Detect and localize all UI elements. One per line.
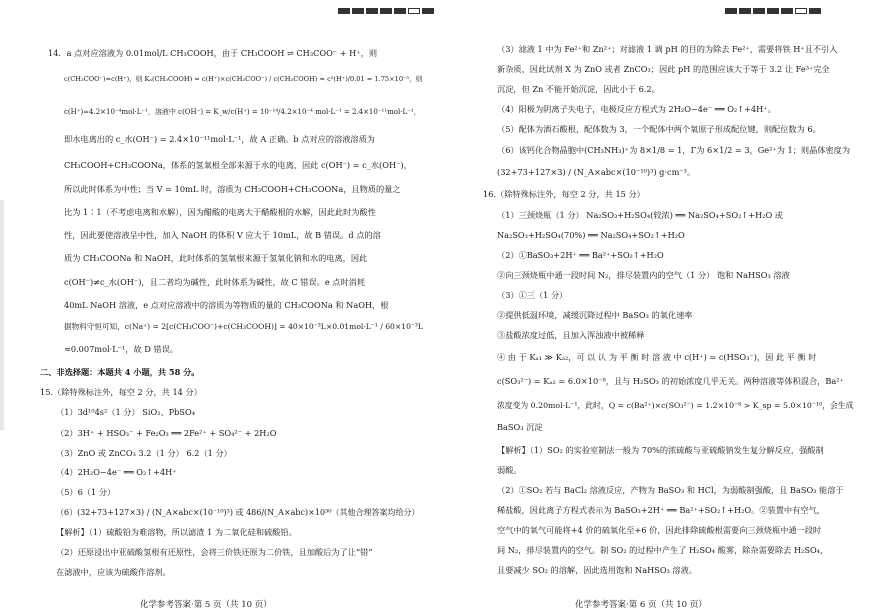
text-line: c(H⁺)≈4.2×10⁻⁴mol·L⁻¹，溶液中 c(OH⁻) = K_w/c(H⁺) = 10⁻¹⁴/4.2×10⁻⁴ mol·L⁻¹ = 2.4×10⁻¹¹mol·L⁻¹， [64, 108, 421, 116]
answer-line: c(SO₃²⁻) = Kₐ₂ = 6.0×10⁻⁸，且与 H₂SO₃ 的初始浓度几乎无关。两种溶液等体积混合，Ba²⁺ [497, 376, 844, 386]
text-line: 所以此时体系为中性；当 V = 10mL 时，溶质为 CH₃COOH+CH₃COONa，且物质的量之 [64, 184, 401, 194]
answer-line: （1）三颈烧瓶（1 分） Na₂SO₃+H₂SO₄(较浓) ══ Na₂SO₄+SO₂↑+H₂O 或 [497, 210, 783, 220]
answer-line: （4）2H₂O−4e⁻ ══ O₂↑+4H⁺ [56, 467, 177, 477]
explanation-line: 弱酸。 [497, 465, 522, 475]
question-heading: 15.（除特殊标注外，每空 2 分，共 14 分） [40, 387, 202, 397]
answer-line: （2）3H⁺ + HSO₃⁻ + Fe₂O₃ ══ 2Fe²⁺ + SO₄²⁻ + 2H₂O [56, 428, 277, 438]
answer-line: （2）①BaSO₃+2H⁺ ══ Ba²⁺+SO₂↑+H₂O [497, 250, 664, 260]
text-line: ≈0.007mol·L⁻¹，故 D 错误。 [64, 344, 178, 354]
text-line: c(CH₃COO⁻)≈c(H⁺)，则 Kₐ(CH₃COOH) = c(H⁺)×c(CH₃COO⁻) / c(CH₃COOH) ≈ c²(H⁺)/0.01 = 1.75×10⁻⁵，则 [64, 75, 423, 83]
header-block [739, 8, 751, 14]
text-line: 14．a 点对应溶液为 0.01mol/L CH₃COOH，由于 CH₃COOH ⇌ CH₃COO⁻ + H⁺，则 [48, 48, 378, 58]
answer-line: 浓度变为 0.20mol·L⁻¹，此时，Q = c(Ba²⁺)×c(SO₃²⁻) = 1.2×10⁻⁸ > K_sp = 5.0×10⁻¹⁰，会生成 [497, 401, 854, 410]
header-block [781, 8, 793, 14]
page-footer: 化学参考答案·第 6 页（共 10 页） [575, 600, 707, 610]
header-block [767, 8, 779, 14]
answer-line: （1）3d¹⁰4s²（1 分） SiO₂、PbSO₄ [56, 407, 196, 417]
explanation-line: 在滤液中，应该为硫酸作溶剂。 [56, 567, 171, 577]
text-line: （4）阳极为阴离子失电子，电极反应方程式为 2H₂O−4e⁻ ══ O₂↑+4H⁺。 [497, 104, 776, 114]
answer-line: ②向三颈烧瓶中通一段时间 N₂，排尽装置内的空气（1 分） 饱和 NaHSO₃ 溶液 [497, 270, 790, 280]
header-block [338, 8, 350, 14]
answer-line: Na₂SO₃+H₂SO₄(70%) ══ Na₂SO₄+SO₂↑+H₂O [497, 230, 685, 240]
explanation-line: 【解析】（1）SO₂ 的实验室制法一般为 70%的浓硫酸与亚硫酸钠发生复分解反应，强酸制 [497, 445, 824, 455]
text-line: 沉淀，但 Zn 不能开始沉淀，因此小于 6.2。 [497, 84, 660, 94]
answer-line: （3）①三（1 分） [497, 290, 568, 300]
question-heading: 16.（除特殊标注外，每空 2 分，共 15 分） [483, 189, 645, 199]
answer-line: BaSO₃ 沉淀 [497, 422, 543, 432]
answer-line: （6）(32+73+127×3) / (N_A×abc×(10⁻¹⁰)³) 或 486/(N_A×abc)×10³⁰（其他合理答案均给分） [56, 508, 420, 517]
header-block [809, 8, 821, 14]
page-footer: 化学参考答案·第 5 页（共 10 页） [140, 600, 272, 610]
header-mark [338, 8, 434, 14]
explanation-line: （2）①SO₂ 若与 BaCl₂ 溶液反应，产物为 BaSO₃ 和 HCl，为弱酸制强酸，且 BaSO₃ 能溶于 [497, 485, 844, 495]
text-line: 据物料守恒可知，c(Na⁺) = 2[c(CH₃COO⁻)+c(CH₃COOH)] = 40×10⁻³L×0.01mol·L⁻¹ / 60×10⁻³L [64, 322, 424, 331]
text-line: c(OH⁻)≠c_水(OH⁻)，且二者均为碱性，此时体系为碱性，故 C 错误。e 点时消耗 [64, 277, 366, 287]
text-line: 新杂质，因此试剂 X 为 ZnO 或者 ZnCO₃；因此 pH 的范围应该大于等于 3.2 让 Fe³⁺完全 [497, 64, 830, 74]
header-block [725, 8, 737, 14]
explanation-line: 【解析】（1）硫酸铅为难溶物，所以滤渣 1 为二氧化硅和硫酸铅。 [56, 527, 297, 537]
text-line: 比为 1∶1（不考虑电离和水解），因为醋酸的电离大于醋酸根的水解，因此此时为酸性 [64, 207, 376, 217]
answer-line: （3）ZnO 或 ZnCO₃ 3.2（1 分） 6.2（1 分） [56, 448, 232, 458]
answer-line: ④ 由 于 Kₐ₁ ≫ Kₐ₂，可 以 认 为 平 衡 时 溶 液 中 c(H⁺) = c(HSO₃⁻)，因 此 平 衡 时 [497, 352, 817, 362]
text-line: 即水电离出的 c_水(OH⁻) = 2.4×10⁻¹¹mol·L⁻¹，故 A 正确。b 点对应的溶液溶质为 [64, 134, 375, 144]
header-block [408, 8, 420, 14]
explanation-line: 稀盐酸，因此离子方程式表示为 BaSO₃+2H⁺ ══ Ba²⁺+SO₂↑+H₂O。②装置中有空气， [497, 505, 825, 515]
text-line: 40mL NaOH 溶液，e 点对应溶液中的溶质为等物质的量的 CH₃COONa 和 NaOH，根 [64, 300, 389, 310]
header-block [352, 8, 364, 14]
text-line: （6）该钙化合物晶胞中(CH₃NH₃)⁺为 8×1/8 = 1，Γ为 6×1/2 = 3，Ge²⁺为 1；则晶体密度为 [497, 145, 851, 155]
header-block [753, 8, 765, 14]
text-line: （5）配体为酒石酸根，配体数为 3，一个配体中两个氧原子形成配位键，则配位数为 6。 [497, 124, 821, 134]
explanation-line: 间 N₂，排尽装置内的空气。制 SO₂ 的过程中产生了 H₂SO₄ 酸雾，除杂需要除去 H₂SO₄， [497, 545, 829, 555]
header-block [795, 8, 807, 14]
header-block [422, 8, 434, 14]
scan-shadow [0, 200, 4, 430]
text-line: 质为 CH₃COONa 和 NaOH，此时体系的氢氧根来源于氢氧化钠和水的电离，因此 [64, 253, 368, 263]
answer-line: ③盐酸浓度过低，且加入浑浊液中被稀释 [497, 330, 645, 340]
answer-line: （5）6（1 分） [56, 487, 116, 497]
right-page [435, 0, 870, 615]
explanation-line: 空气中的氧气可能将+4 价的硫氧化至+6 价，因此排除硫酸根需要向三颈烧瓶中通一段时 [497, 525, 822, 535]
text-line: CH₃COOH+CH₃COONa，体系的氢氧根全部来源于水的电离，因此 c(OH⁻) = c_水(OH⁻)， [64, 160, 412, 170]
section-heading: 二、非选择题：本题共 4 小题，共 58 分。 [40, 367, 200, 377]
explanation-line: 且要减少 SO₂ 的溶解，因此选用饱和 NaHSO₃ 溶液。 [497, 565, 697, 575]
header-mark [725, 8, 821, 14]
text-line: (32+73+127×3) / (N_A×abc×(10⁻¹⁰)³) g·cm⁻³。 [497, 167, 696, 177]
header-block [366, 8, 378, 14]
header-block [380, 8, 392, 14]
explanation-line: （2）还原浸出中亚硫酸氢根有还原性，会将三价铁还原为二价铁，且加酸后为了让“错” [56, 547, 373, 557]
header-block [394, 8, 406, 14]
text-line: （3）滤液 1 中为 Fe²⁺和 Zn²⁺；对滤液 1 调 pH 的目的为除去 Fe²⁺，需要将铁 H⁺且不引入 [497, 44, 838, 54]
answer-line: ②提供低温环境，减缓沉降过程中 BaSO₃ 的氧化速率 [497, 310, 693, 320]
text-line: 性，因此要使溶液呈中性，加入 NaOH 的体积 V 应大于 10mL，故 B 错误。d 点的溶 [64, 230, 381, 240]
